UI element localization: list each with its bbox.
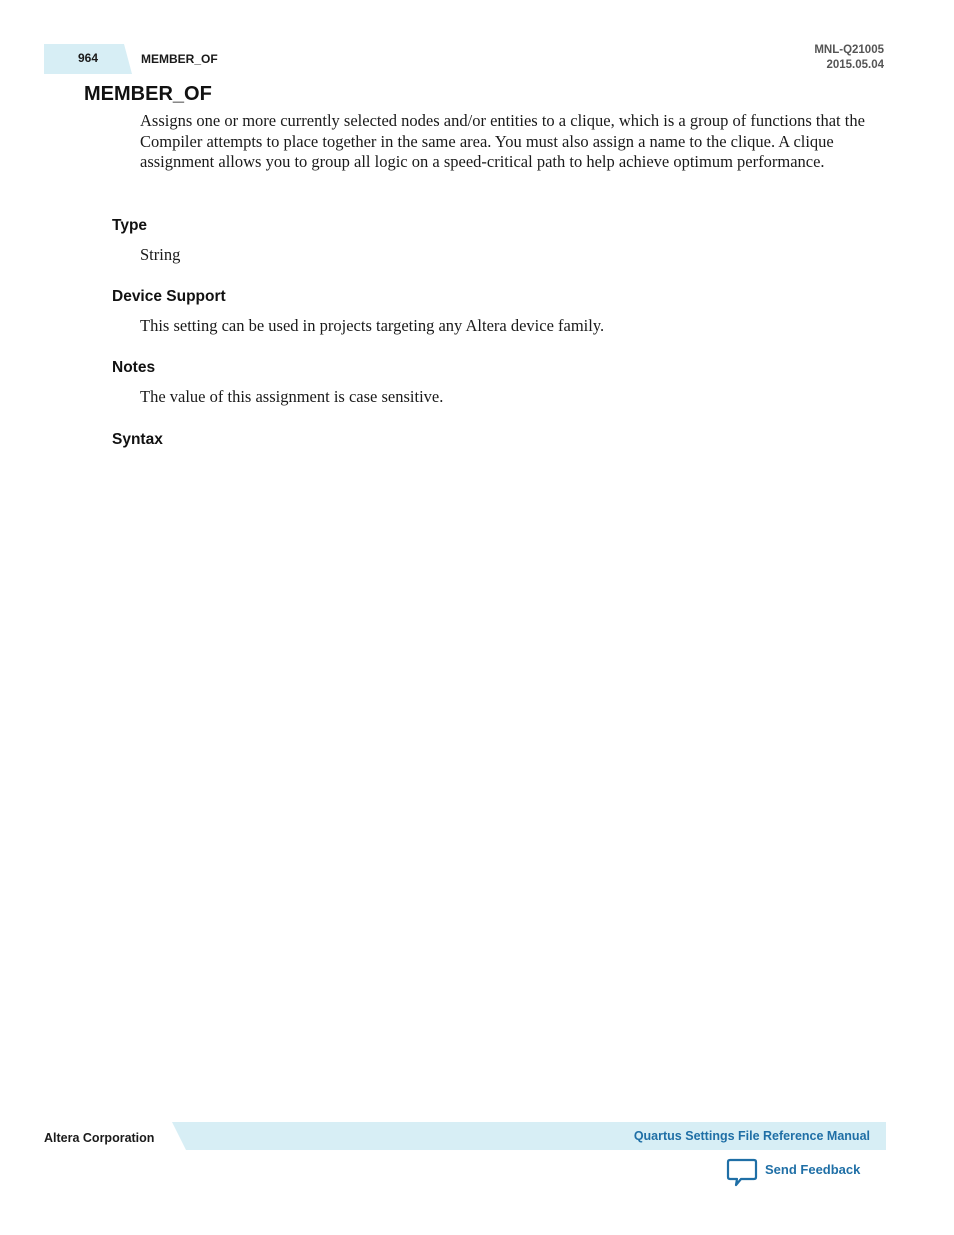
type-heading: Type (112, 217, 148, 234)
page-title: MEMBER_OF (84, 83, 212, 105)
syntax-heading: Syntax (112, 431, 163, 448)
send-feedback-link[interactable]: Send Feedback (765, 1162, 861, 1177)
description-paragraph: Assigns one or more currently selected nodes and/or entities to a clique, which is a group of functions that the Compiler attempts to place together in the same area. You must also assign a name to the clique. A clique assignment allows you to group all logic on a speed-critical path to help achieve optimum performance. (140, 111, 865, 172)
speech-bubble-icon[interactable] (726, 1158, 758, 1188)
document-date: 2015.05.04 (826, 59, 884, 71)
page-number: 964 (77, 51, 99, 65)
notes-heading: Notes (112, 359, 156, 376)
footer-company: Altera Corporation (44, 1131, 155, 1145)
type-value: String (140, 245, 181, 264)
notes-text: The value of this assignment is case sensitive. (140, 387, 444, 406)
manual-link[interactable]: Quartus Settings File Reference Manual (633, 1129, 870, 1143)
running-header-title: MEMBER_OF (141, 52, 218, 66)
device-support-text: This setting can be used in projects targeting any Altera device family. (140, 316, 605, 335)
device-support-heading: Device Support (112, 288, 226, 305)
document-id: MNL-Q21005 (814, 44, 884, 56)
document-id-block (814, 43, 884, 73)
